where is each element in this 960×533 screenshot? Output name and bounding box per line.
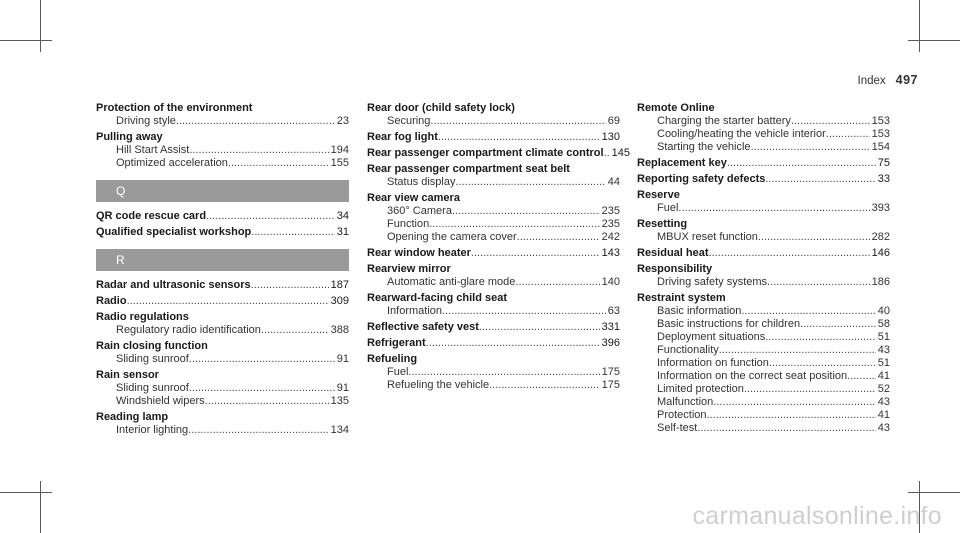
- entry-label: Malfunction: [657, 396, 714, 408]
- page-reference[interactable]: 130: [601, 131, 620, 143]
- watermark: carmanualsonline.info: [692, 502, 942, 530]
- entry-label: Responsibility: [637, 263, 713, 275]
- index-entry-heading[interactable]: [637, 247, 890, 260]
- index-subentry[interactable]: [367, 276, 620, 289]
- dot-leader: [189, 382, 335, 395]
- entry-label: Rear passenger compartment climate control: [367, 147, 604, 159]
- page-reference[interactable]: 43: [877, 396, 890, 408]
- index-entry-heading: [96, 340, 349, 353]
- entry-label: Replacement key: [637, 157, 727, 169]
- dot-leader: [251, 226, 334, 239]
- index-entry: [637, 292, 890, 435]
- dot-leader: [767, 276, 870, 289]
- index-subentry[interactable]: [367, 115, 620, 128]
- index-entry: [367, 192, 620, 244]
- page-reference[interactable]: 145: [611, 147, 630, 159]
- entry-label: Pulling away: [96, 131, 163, 143]
- index-entry: [96, 102, 349, 128]
- index-subentry[interactable]: [637, 331, 890, 344]
- page-reference[interactable]: 51: [877, 331, 890, 343]
- crop-mark: [919, 0, 920, 52]
- page-reference[interactable]: 91: [336, 353, 349, 365]
- index-entry-heading: [96, 102, 349, 115]
- dot-leader: [709, 247, 870, 260]
- index-entry: [367, 102, 620, 128]
- page-reference[interactable]: 34: [336, 210, 349, 222]
- dot-leader: [765, 173, 875, 186]
- index-subentry[interactable]: [637, 231, 890, 244]
- dot-leader: [847, 370, 876, 383]
- entry-label: Refueling: [367, 353, 418, 365]
- index-subentry[interactable]: [637, 396, 890, 409]
- index-subentry[interactable]: [637, 305, 890, 318]
- index-entry: [96, 279, 349, 292]
- index-subentry[interactable]: [637, 422, 890, 435]
- dot-leader: [744, 383, 876, 396]
- page-reference[interactable]: 393: [871, 202, 890, 214]
- index-entry-heading[interactable]: [96, 210, 349, 223]
- index-entry-heading[interactable]: [96, 295, 349, 308]
- page-reference[interactable]: 135: [330, 395, 349, 407]
- index-entry: [96, 131, 349, 170]
- entry-label: Self-test: [657, 422, 698, 434]
- page-reference[interactable]: 41: [877, 409, 890, 421]
- dot-leader: [769, 357, 876, 370]
- entry-label: MBUX reset function: [657, 231, 758, 243]
- index-entry-heading: [637, 189, 890, 202]
- entry-label: Status display: [387, 176, 456, 188]
- entry-label: Reserve: [637, 189, 680, 201]
- entry-label: Reflective safety vest: [367, 321, 479, 333]
- index-entry-heading: [96, 131, 349, 144]
- page-reference[interactable]: 63: [607, 305, 620, 317]
- index-entry: [367, 163, 620, 189]
- index-subentry[interactable]: [367, 231, 620, 244]
- index-subentry[interactable]: [367, 305, 620, 318]
- index-entry: [367, 247, 620, 260]
- index-subentry[interactable]: [96, 382, 349, 395]
- index-entry: [96, 340, 349, 366]
- entry-label: Automatic anti-glare mode: [387, 276, 516, 288]
- page-reference[interactable]: 58: [877, 318, 890, 330]
- dot-leader: [189, 144, 328, 157]
- page-reference[interactable]: 175: [601, 379, 620, 391]
- dot-leader: [800, 318, 876, 331]
- page-reference[interactable]: 69: [607, 115, 620, 127]
- index-column-2: [367, 102, 630, 395]
- index-entry: [367, 353, 620, 392]
- index-subentry[interactable]: [637, 357, 890, 370]
- entry-label: Hill Start Assist: [116, 144, 190, 156]
- entry-label: Information on function: [657, 357, 769, 369]
- page-reference[interactable]: 388: [330, 324, 349, 336]
- entry-label: Basic information: [657, 305, 742, 317]
- dot-leader: [442, 305, 606, 318]
- index-entry-heading: [637, 263, 890, 276]
- index-subentry[interactable]: [637, 141, 890, 154]
- page-reference[interactable]: 309: [330, 295, 349, 307]
- entry-label: Refrigerant: [367, 337, 426, 349]
- page-reference[interactable]: 143: [601, 247, 620, 259]
- page-reference[interactable]: 154: [871, 141, 890, 153]
- index-entry-heading: [637, 102, 890, 115]
- entry-label: Information: [387, 305, 443, 317]
- entry-label: Function: [387, 218, 430, 230]
- index-column-1: [96, 102, 349, 440]
- page-reference[interactable]: 153: [871, 128, 890, 140]
- dot-leader: [489, 379, 600, 392]
- index-subentry[interactable]: [637, 115, 890, 128]
- entry-label: Residual heat: [637, 247, 709, 259]
- page-reference[interactable]: 235: [601, 218, 620, 230]
- entry-label: Restraint system: [637, 292, 726, 304]
- index-entry: [367, 147, 630, 160]
- entry-label: Driving style: [116, 115, 176, 127]
- section-letter-bar: R: [96, 249, 349, 271]
- dot-leader: [251, 279, 329, 292]
- index-entry: [637, 247, 890, 260]
- index-entry-heading: [367, 192, 620, 205]
- entry-label: Rearview mirror: [367, 263, 451, 275]
- page-reference[interactable]: 40: [877, 305, 890, 317]
- entry-label: Deployment situations: [657, 331, 766, 343]
- entry-label: Information on the correct seat position: [657, 370, 848, 382]
- entry-label: 360° Camera: [387, 205, 452, 217]
- entry-label: Charging the starter battery: [657, 115, 791, 127]
- dot-leader: [438, 131, 600, 144]
- index-entry: [96, 226, 349, 239]
- entry-label: Functionality: [657, 344, 719, 356]
- dot-leader: [765, 331, 876, 344]
- page-reference[interactable]: 186: [871, 276, 890, 288]
- page-header: [858, 73, 919, 87]
- index-entry: [367, 263, 620, 289]
- index-entry-heading[interactable]: [96, 226, 349, 239]
- index-entry-heading[interactable]: [367, 321, 620, 334]
- crop-mark: [0, 492, 52, 493]
- entry-label: Rear window heater: [367, 247, 471, 259]
- dot-leader: [751, 141, 870, 154]
- entry-label: Limited protection: [657, 383, 744, 395]
- index-entry-heading: [367, 263, 620, 276]
- page-reference[interactable]: 140: [601, 276, 620, 288]
- dot-leader: [826, 128, 870, 141]
- entry-label: Driving safety systems: [657, 276, 768, 288]
- index-entry-heading: [367, 353, 620, 366]
- entry-label: Rear passenger compartment seat belt: [367, 163, 570, 175]
- entry-label: Qualified specialist workshop: [96, 226, 252, 238]
- page-reference[interactable]: 282: [871, 231, 890, 243]
- entry-label: Radio regulations: [96, 311, 189, 323]
- index-subentry[interactable]: [637, 383, 890, 396]
- index-entry: [96, 295, 349, 308]
- index-subentry[interactable]: [367, 366, 620, 379]
- entry-label: QR code rescue card: [96, 210, 207, 222]
- dot-leader: [791, 115, 870, 128]
- index-entry: [367, 321, 620, 334]
- page-reference[interactable]: 33: [877, 173, 890, 185]
- dot-leader: [515, 276, 599, 289]
- dot-leader: [176, 115, 335, 128]
- dot-leader: [517, 231, 600, 244]
- entry-label: Reading lamp: [96, 411, 169, 423]
- dot-leader: [719, 344, 876, 357]
- dot-leader: [188, 424, 328, 437]
- index-entry-heading: [96, 311, 349, 324]
- index-entry: [637, 189, 890, 215]
- index-entry: [96, 411, 349, 437]
- entry-label: Radar and ultrasonic sensors: [96, 279, 251, 291]
- index-entry: [367, 292, 620, 318]
- entry-label: Protection of the environment: [96, 102, 253, 114]
- index-subentry[interactable]: [96, 424, 349, 437]
- entry-label: Windshield wipers: [116, 395, 205, 407]
- page-reference[interactable]: 331: [601, 321, 620, 333]
- dot-leader: [741, 305, 875, 318]
- page-reference[interactable]: 134: [330, 424, 349, 436]
- entry-label: Fuel: [387, 366, 409, 378]
- index-entry-heading[interactable]: [637, 157, 890, 170]
- page-reference[interactable]: 146: [871, 247, 890, 259]
- entry-label: Cooling/heating the vehicle interior: [657, 128, 826, 140]
- index-entry-heading: [637, 218, 890, 231]
- index-entry: [637, 173, 890, 186]
- index-entry-heading: [367, 292, 620, 305]
- index-entry-heading: [367, 163, 620, 176]
- index-entry-heading[interactable]: [367, 337, 620, 350]
- page-reference[interactable]: 75: [877, 157, 890, 169]
- index-subentry[interactable]: [367, 379, 620, 392]
- index-subentry[interactable]: [367, 176, 620, 189]
- entry-label: Rear view camera: [367, 192, 460, 204]
- entry-label: Rain sensor: [96, 369, 159, 381]
- dot-leader: [261, 324, 329, 337]
- index-entry: [637, 218, 890, 244]
- index-subentry[interactable]: [96, 324, 349, 337]
- index-entry: [637, 102, 890, 154]
- page-reference[interactable]: 43: [877, 422, 890, 434]
- entry-label: Opening the camera cover: [387, 231, 517, 243]
- page-reference[interactable]: 194: [330, 144, 349, 156]
- crop-mark: [40, 0, 41, 52]
- index-subentry[interactable]: [637, 370, 890, 383]
- dot-leader: [697, 422, 875, 435]
- index-subentry[interactable]: [637, 409, 890, 422]
- page-reference[interactable]: 91: [336, 382, 349, 394]
- index-entry: [96, 311, 349, 337]
- index-subentry[interactable]: [96, 115, 349, 128]
- index-entry: [367, 337, 620, 350]
- index-entry: [637, 157, 890, 170]
- index-column-3: [637, 102, 890, 438]
- entry-label: Starting the vehicle: [657, 141, 751, 153]
- index-entry-heading[interactable]: [367, 131, 620, 144]
- dot-leader: [707, 409, 876, 422]
- index-entry-heading: [637, 292, 890, 305]
- dot-leader: [455, 176, 605, 189]
- dot-leader: [228, 157, 329, 170]
- entry-label: Optimized acceleration: [116, 157, 228, 169]
- dot-leader: [189, 353, 335, 366]
- entry-label: Interior lighting: [116, 424, 189, 436]
- dot-leader: [479, 321, 600, 334]
- entry-label: Rear door (child safety lock): [367, 102, 515, 114]
- index-subentry[interactable]: [637, 318, 890, 331]
- page-reference[interactable]: 175: [601, 366, 620, 378]
- index-subentry[interactable]: [637, 128, 890, 141]
- dot-leader: [727, 157, 876, 170]
- page-reference[interactable]: 23: [336, 115, 349, 127]
- page-reference[interactable]: 52: [877, 383, 890, 395]
- entry-label: Sliding sunroof: [116, 382, 189, 394]
- entry-label: Securing: [387, 115, 431, 127]
- entry-label: Reporting safety defects: [637, 173, 766, 185]
- page-reference[interactable]: 51: [877, 357, 890, 369]
- dot-leader: [205, 395, 329, 408]
- dot-leader: [471, 247, 600, 260]
- index-entry-heading[interactable]: [637, 173, 890, 186]
- index-subentry[interactable]: [367, 205, 620, 218]
- entry-label: Refueling the vehicle: [387, 379, 490, 391]
- dot-leader: [758, 231, 870, 244]
- dot-leader: [206, 210, 335, 223]
- index-subentry[interactable]: [96, 144, 349, 157]
- crop-mark: [908, 492, 960, 493]
- crop-mark: [908, 40, 960, 41]
- index-entry-heading: [96, 411, 349, 424]
- page-reference[interactable]: 44: [607, 176, 620, 188]
- index-subentry[interactable]: [637, 202, 890, 215]
- entry-label: Rear fog light: [367, 131, 438, 143]
- index-entry: [96, 369, 349, 408]
- entry-label: Basic instructions for children: [657, 318, 801, 330]
- page-reference[interactable]: 43: [877, 344, 890, 356]
- page-reference[interactable]: 235: [601, 205, 620, 217]
- entry-label: Sliding sunroof: [116, 353, 189, 365]
- dot-leader: [127, 295, 329, 308]
- index-subentry[interactable]: [96, 395, 349, 408]
- index-entry-heading[interactable]: [96, 279, 349, 292]
- index-entry-heading[interactable]: [367, 247, 620, 260]
- page-reference[interactable]: 31: [336, 226, 349, 238]
- entry-label: Fuel: [657, 202, 679, 214]
- page-reference[interactable]: 242: [601, 231, 620, 243]
- index-entry-heading[interactable]: [367, 147, 630, 160]
- index-subentry[interactable]: [637, 344, 890, 357]
- entry-label: Rain closing function: [96, 340, 208, 352]
- section-letter-bar: Q: [96, 180, 349, 202]
- index-subentry[interactable]: [96, 353, 349, 366]
- dot-leader: [429, 218, 599, 231]
- entry-label: Radio: [96, 295, 127, 307]
- dot-leader: [713, 396, 875, 409]
- index-entry: [637, 263, 890, 289]
- index-entry: [96, 210, 349, 223]
- page-reference[interactable]: 41: [877, 370, 890, 382]
- index-entry: [367, 131, 620, 144]
- page-reference[interactable]: 396: [601, 337, 620, 349]
- entry-label: Regulatory radio identification: [116, 324, 261, 336]
- section-title: Index: [857, 75, 886, 87]
- index-subentry[interactable]: [637, 276, 890, 289]
- page-reference[interactable]: 153: [871, 115, 890, 127]
- entry-label: Resetting: [637, 218, 688, 230]
- dot-leader: [408, 366, 599, 379]
- index-entry-heading: [367, 102, 620, 115]
- index-subentry[interactable]: [367, 218, 620, 231]
- dot-leader: [430, 115, 605, 128]
- crop-mark: [0, 40, 52, 41]
- index-subentry[interactable]: [96, 157, 349, 170]
- crop-mark: [40, 481, 41, 533]
- entry-label: Remote Online: [637, 102, 715, 114]
- dot-leader: [678, 202, 869, 215]
- dot-leader: [452, 205, 600, 218]
- entry-label: Rearward-facing child seat: [367, 292, 507, 304]
- page-reference[interactable]: 187: [330, 279, 349, 291]
- entry-label: Protection: [657, 409, 707, 421]
- page-reference[interactable]: 155: [330, 157, 349, 169]
- page-number: 497: [895, 73, 918, 87]
- dot-leader: [426, 337, 600, 350]
- index-entry-heading: [96, 369, 349, 382]
